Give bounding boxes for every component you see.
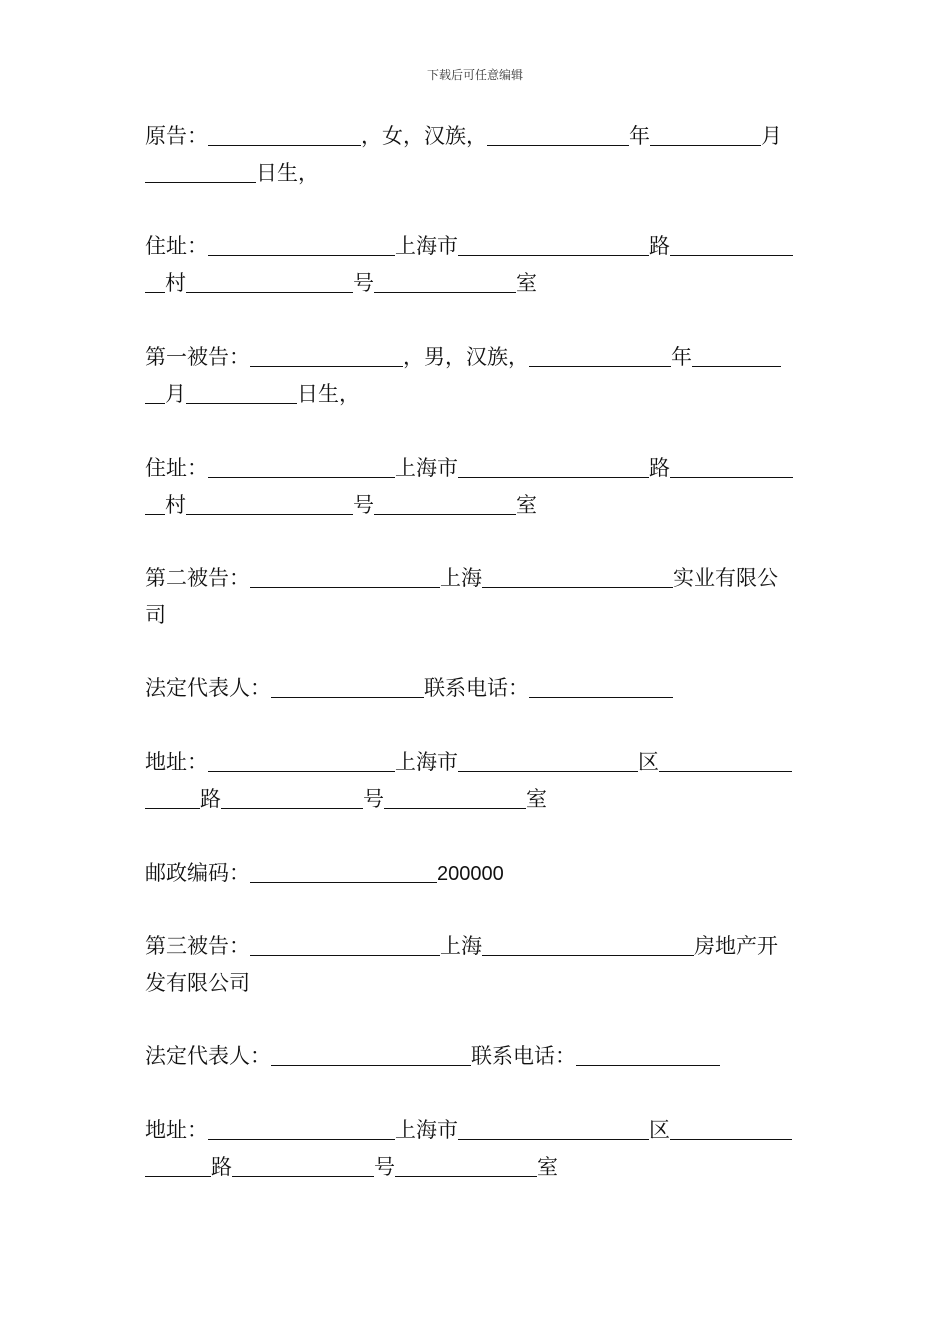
defendant1-room-blank[interactable]: [374, 494, 516, 515]
defendant2-rep-label: 法定代表人：: [145, 676, 271, 700]
defendant2-road-blank-a[interactable]: [659, 751, 792, 772]
plaintiff-year-label: 年: [629, 124, 650, 148]
defendant1-month-blank-b[interactable]: [145, 383, 165, 404]
defendant3-number-blank[interactable]: [232, 1156, 374, 1177]
defendant2-rep-line: [145, 672, 673, 704]
defendant2-address-city: 上海市: [395, 750, 458, 774]
plaintiff-village-label: 村: [165, 271, 186, 295]
defendant1-address-city: 上海市: [395, 456, 458, 480]
defendant2-line-2: [145, 599, 166, 631]
defendant2-address-label: 地址：: [145, 750, 208, 774]
defendant3-room-blank[interactable]: [395, 1156, 537, 1177]
defendant3-label: 第三被告：: [145, 934, 250, 958]
defendant2-address-line-2: [145, 783, 547, 815]
plaintiff-day-blank[interactable]: [145, 162, 256, 183]
plaintiff-month-label: 月: [761, 124, 782, 148]
plaintiff-village-blank-a[interactable]: [670, 235, 793, 256]
plaintiff-address-line-1: [145, 230, 793, 262]
defendant1-road-blank[interactable]: [458, 457, 649, 478]
plaintiff-born-label: 日生，: [256, 161, 319, 185]
defendant1-name-blank[interactable]: [250, 346, 403, 367]
plaintiff-village-blank-b[interactable]: [145, 272, 165, 293]
defendant3-address-city: 上海市: [395, 1118, 458, 1142]
defendant2-district-label: 区: [638, 750, 659, 774]
defendant3-rep-label: 法定代表人：: [145, 1044, 271, 1068]
plaintiff-label: 原告：: [145, 124, 208, 148]
defendant1-line-1: [145, 341, 781, 373]
defendant2-number-label: 号: [363, 787, 384, 811]
defendant1-number-label: 号: [353, 493, 374, 517]
defendant2-address-line-1: [145, 746, 792, 778]
defendant1-village-label: 村: [165, 493, 186, 517]
plaintiff-line-2: [145, 157, 319, 189]
defendant2-postcode-label: 邮政编码：: [145, 861, 250, 885]
defendant3-road-blank-b[interactable]: [145, 1156, 211, 1177]
plaintiff-room-blank[interactable]: [374, 272, 516, 293]
defendant2-postcode-value: 200000: [437, 863, 504, 885]
defendant2-road-label: 路: [200, 787, 221, 811]
defendant2-city: 上海: [440, 566, 482, 590]
defendant1-room-label: 室: [516, 493, 537, 517]
defendant3-company-suffix-b: 发有限公司: [145, 971, 250, 995]
defendant1-gender-ethnicity: ，男，汉族，: [403, 345, 529, 369]
defendant2-company-suffix-b: 司: [145, 603, 166, 627]
defendant3-address-label: 地址：: [145, 1118, 208, 1142]
defendant3-name-blank-2[interactable]: [482, 935, 694, 956]
defendant2-address-blank-1[interactable]: [208, 751, 395, 772]
defendant1-label: 第一被告：: [145, 345, 250, 369]
defendant3-rep-line: [145, 1040, 720, 1072]
plaintiff-month-blank[interactable]: [650, 125, 761, 146]
defendant3-name-blank-1[interactable]: [250, 935, 440, 956]
defendant2-company-suffix-a: 实业有限公: [673, 566, 778, 590]
defendant1-month-label: 月: [165, 382, 186, 406]
defendant3-phone-label: 联系电话：: [471, 1044, 576, 1068]
defendant2-label: 第二被告：: [145, 566, 250, 590]
defendant3-rep-blank[interactable]: [271, 1045, 471, 1066]
defendant2-room-blank[interactable]: [384, 788, 526, 809]
defendant3-district-blank[interactable]: [458, 1119, 649, 1140]
defendant2-rep-blank[interactable]: [271, 677, 424, 698]
defendant1-born-label: 日生，: [297, 382, 360, 406]
defendant3-company-suffix-a: 房地产开: [694, 934, 778, 958]
defendant2-room-label: 室: [526, 787, 547, 811]
defendant1-day-blank[interactable]: [186, 383, 297, 404]
defendant3-line-1: [145, 930, 778, 962]
defendant2-district-blank[interactable]: [458, 751, 638, 772]
defendant2-phone-label: 联系电话：: [424, 676, 529, 700]
defendant1-address-blank-1[interactable]: [208, 457, 395, 478]
plaintiff-number-label: 号: [353, 271, 374, 295]
defendant2-postcode-line: [145, 857, 504, 889]
plaintiff-line-1: [145, 120, 782, 152]
defendant1-address-line-2: [145, 489, 537, 521]
page-header: 下载后可任意编辑: [426, 68, 523, 82]
defendant3-room-label: 室: [537, 1155, 558, 1179]
defendant2-line-1: [145, 562, 778, 594]
defendant3-phone-blank[interactable]: [576, 1045, 720, 1066]
defendant2-name-blank-2[interactable]: [482, 567, 673, 588]
defendant3-number-label: 号: [374, 1155, 395, 1179]
plaintiff-road-label: 路: [649, 234, 670, 258]
plaintiff-address-city: 上海市: [395, 234, 458, 258]
defendant2-road-blank-b[interactable]: [145, 788, 200, 809]
defendant3-address-blank-1[interactable]: [208, 1119, 395, 1140]
defendant3-address-line-1: [145, 1114, 792, 1146]
defendant3-road-blank-a[interactable]: [670, 1119, 792, 1140]
defendant1-month-blank-a[interactable]: [692, 346, 781, 367]
plaintiff-road-blank[interactable]: [458, 235, 649, 256]
plaintiff-address-blank-1[interactable]: [208, 235, 395, 256]
plaintiff-name-blank[interactable]: [208, 125, 361, 146]
defendant3-road-label: 路: [211, 1155, 232, 1179]
plaintiff-gender-ethnicity: ，女，汉族，: [361, 124, 487, 148]
defendant1-number-blank[interactable]: [186, 494, 353, 515]
defendant1-address-line-1: [145, 452, 793, 484]
plaintiff-year-blank[interactable]: [487, 125, 629, 146]
defendant1-village-blank-a[interactable]: [670, 457, 793, 478]
defendant3-district-label: 区: [649, 1118, 670, 1142]
defendant3-city: 上海: [440, 934, 482, 958]
defendant3-address-line-2: [145, 1151, 558, 1183]
defendant1-address-label: 住址：: [145, 456, 208, 480]
plaintiff-address-line-2: [145, 267, 537, 299]
plaintiff-address-label: 住址：: [145, 234, 208, 258]
defendant1-line-2: [145, 378, 360, 410]
defendant2-postcode-blank[interactable]: [250, 862, 437, 883]
defendant1-year-blank[interactable]: [529, 346, 671, 367]
defendant1-village-blank-b[interactable]: [145, 494, 165, 515]
defendant2-name-blank-1[interactable]: [250, 567, 440, 588]
plaintiff-room-label: 室: [516, 271, 537, 295]
defendant3-line-2: [145, 967, 250, 999]
defendant2-number-blank[interactable]: [221, 788, 363, 809]
defendant1-year-label: 年: [671, 345, 692, 369]
defendant1-road-label: 路: [649, 456, 670, 480]
defendant2-phone-blank[interactable]: [529, 677, 673, 698]
plaintiff-number-blank[interactable]: [186, 272, 353, 293]
